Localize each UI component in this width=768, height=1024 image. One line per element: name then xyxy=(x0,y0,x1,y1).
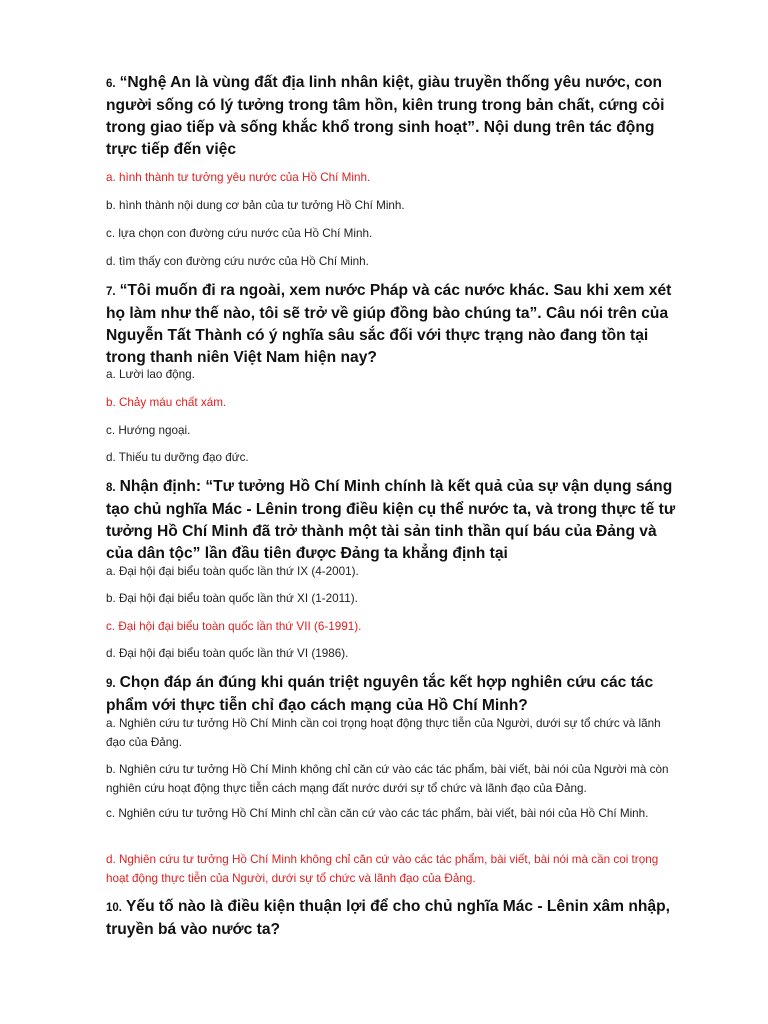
question-number: 10. xyxy=(106,902,122,914)
answer-option-7d: d. Thiếu tu dưỡng đạo đức. xyxy=(106,451,249,464)
question-9 xyxy=(106,672,682,717)
answer-option-6d: d. tìm thấy con đường cứu nước của Hồ Chí Minh. xyxy=(106,255,369,268)
question-10 xyxy=(106,896,682,941)
question-text: Chọn đáp án đúng khi quán triệt nguyên tắc kết hợp nghiên cứu các tác phẩm với thực tiễn chỉ đạo cách mạng của Hồ Chí Minh? xyxy=(106,674,654,714)
question-text: Nhận định: “Tư tưởng Hồ Chí Minh chính là kết quả của sự vận dụng sáng tạo chủ nghĩa Mác - Lênin trong điều kiện cụ thể nước ta, và trong thực tế tư tưởng Hồ Chí Minh đã trở thành một tài sản tinh thần quí báu của Đảng và của dân tộc” lần đầu tiên được Đảng ta khẳng định tại xyxy=(106,478,676,562)
answer-option-6c: c. lựa chọn con đường cứu nước của Hồ Chí Minh. xyxy=(106,227,373,240)
answer-option-7c: c. Hướng ngoại. xyxy=(106,424,191,437)
answer-option-9d: d. Nghiên cứu tư tưởng Hồ Chí Minh không chỉ căn cứ vào các tác phẩm, bài viết, bài nói mà cần coi trọng hoạt động thực tiễn của Người, dưới sự tổ chức và lãnh đạo của Đảng. xyxy=(106,853,659,885)
question-number: 6. xyxy=(106,78,116,90)
question-6 xyxy=(106,72,682,161)
answer-option-7b: b. Chảy máu chất xám. xyxy=(106,396,227,409)
answer-option-9a: a. Nghiên cứu tư tưởng Hồ Chí Minh cần coi trọng hoạt động thực tiễn của Người, dưới sự tổ chức và lãnh đạo của Đảng. xyxy=(106,717,661,749)
question-number: 8. xyxy=(106,482,116,494)
answer-option-8a: a. Đại hội đại biểu toàn quốc lần thứ IX (4-2001). xyxy=(106,565,359,578)
answer-option-6a: a. hình thành tư tưởng yêu nước của Hồ Chí Minh. xyxy=(106,171,371,184)
answer-option-7a: a. Lười lao động. xyxy=(106,368,195,381)
answer-option-6b: b. hình thành nội dung cơ bản của tư tưởng Hồ Chí Minh. xyxy=(106,199,405,212)
answer-option-8b: b. Đại hội đại biểu toàn quốc lần thứ XI (1-2011). xyxy=(106,592,358,605)
question-8 xyxy=(106,476,682,565)
answer-option-9c: c. Nghiên cứu tư tưởng Hồ Chí Minh chỉ cần căn cứ vào các tác phẩm, bài viết, bài nói của Hồ Chí Minh. xyxy=(106,807,649,820)
answer-option-8d: d. Đại hội đại biểu toàn quốc lần thứ VI (1986). xyxy=(106,647,349,660)
question-number: 7. xyxy=(106,286,116,298)
answer-option-8c: c. Đại hội đại biểu toàn quốc lần thứ VII (6-1991). xyxy=(106,620,362,633)
question-text: Yếu tố nào là điều kiện thuận lợi để cho chủ nghĩa Mác - Lênin xâm nhập, truyền bá vào nước ta? xyxy=(106,898,670,938)
question-text: “Tôi muốn đi ra ngoài, xem nước Pháp và các nước khác. Sau khi xem xét họ làm như thế nào, tôi sẽ trở về giúp đồng bào chúng ta”. Câu nói trên của Nguyễn Tất Thành có ý nghĩa sâu sắc đối với thực trạng nào đang tồn tại trong thanh niên Việt Nam hiện nay? xyxy=(106,282,672,366)
question-number: 9. xyxy=(106,678,116,690)
answer-option-9b: b. Nghiên cứu tư tưởng Hồ Chí Minh không chỉ căn cứ vào các tác phẩm, bài viết, bài nói của Người mà còn nghiên cứu hoạt động thực tiễn cách mạng đất nước dưới sự tổ chức và lãnh đạo của Đảng. xyxy=(106,763,669,795)
question-7 xyxy=(106,280,682,369)
question-text: “Nghệ An là vùng đất địa linh nhân kiệt, giàu truyền thống yêu nước, con người sống có lý tưởng trong tâm hồn, kiên trung trong bản chất, cứng cỏi trong giao tiếp và sống khắc khổ trong sinh hoạt”. Nội dung trên tác động trực tiếp đến việc xyxy=(106,74,665,158)
